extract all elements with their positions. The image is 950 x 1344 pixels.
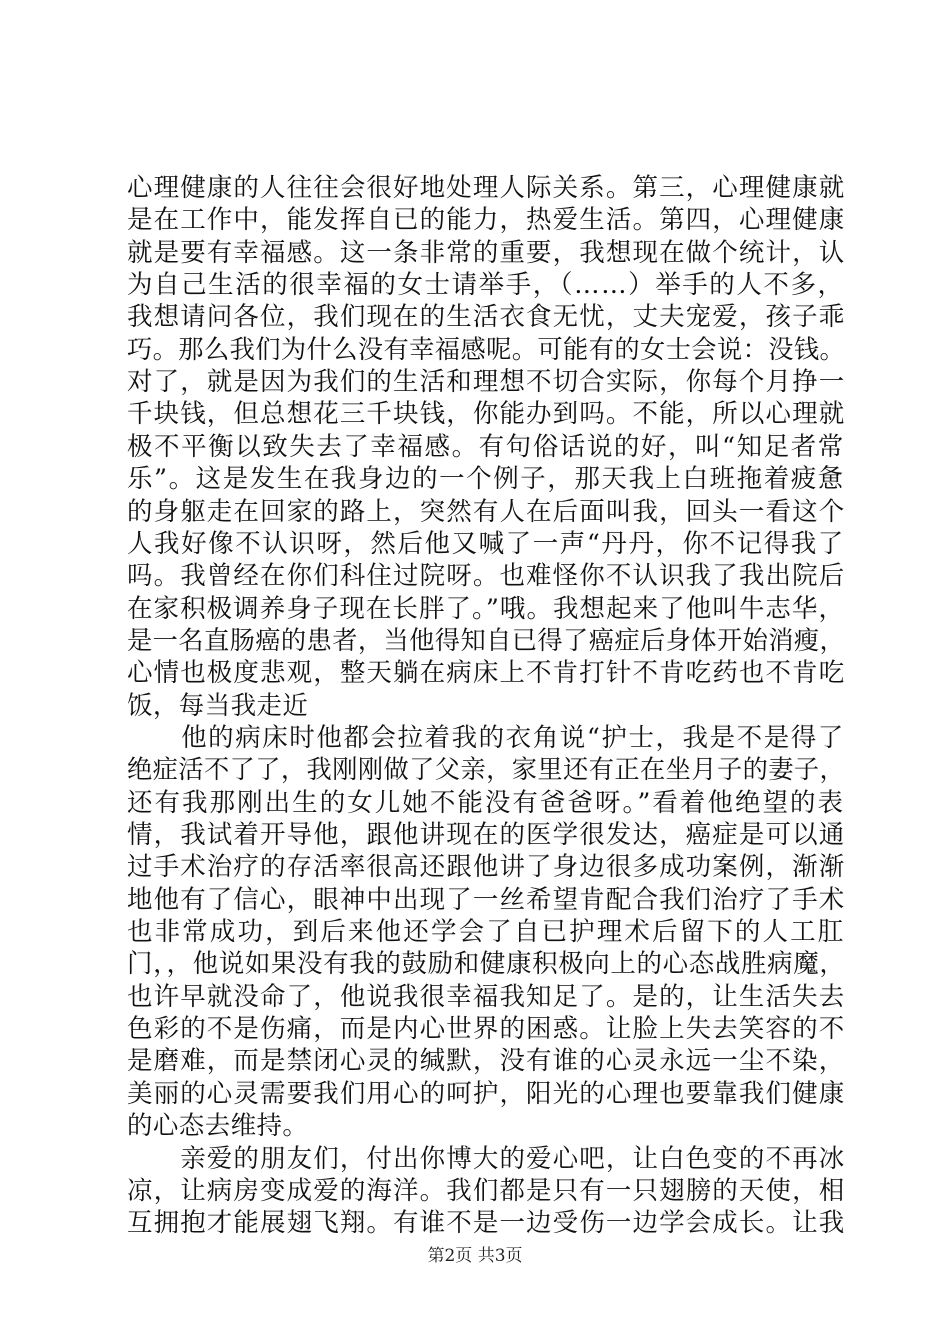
text-line: 亲爱的朋友们，付出你博大的爱心吧，让白色变的不再冰 [127, 1143, 846, 1174]
text-line: 极不平衡以致失去了幸福感。有句俗话说的好，叫“知足者常 [127, 431, 845, 462]
page-footer: 第2页 共3页 [427, 1246, 523, 1266]
text-line: 是在工作中，能发挥自已的能力，热爱生活。第四，心理健康 [127, 205, 846, 236]
text-line: 对了，就是因为我们的生活和理想不切合实际，你每个月挣一 [127, 367, 846, 398]
text-line: 色彩的不是伤痛，而是内心世界的困惑。让脸上失去笑容的不 [127, 1014, 846, 1045]
text-line: 千块钱，但总想花三千块钱，你能办到吗。不能，所以心理就 [127, 399, 846, 430]
text-line: 情，我试着开导他，跟他讲现在的医学很发达，癌症是可以通 [127, 820, 846, 850]
text-line: 心情也极度悲观，整天躺在病床上不肯打针不肯吃药也不肯吃 [127, 658, 846, 689]
text-line: 的身躯走在回家的路上，突然有人在后面叫我，回头一看这个 [127, 496, 846, 527]
text-line: 乐”。这是发生在我身边的一个例子，那天我上白班拖着疲惫 [127, 464, 845, 495]
text-line: 美丽的心灵需要我们用心的呵护，阳光的心理也要靠我们健康 [127, 1078, 846, 1109]
text-line: 我想请问各位，我们现在的生活衣食无忧，丈夫宠爱，孩子乖 [127, 302, 846, 333]
text-line: 人我好像不认识呀，然后他又喊了一声“丹丹，你不记得我了 [127, 528, 845, 559]
text-line: 是一名直肠癌的患者，当他得知自已得了癌症后身体开始消瘦， [127, 625, 846, 656]
text-line: 也许早就没命了，他说我很幸福我知足了。是的，让生活失去 [127, 981, 846, 1012]
text-line: 就是要有幸福感。这一条非常的重要，我想现在做个统计，认 [127, 237, 846, 268]
text-line: 的心态去维持。 [127, 1111, 309, 1142]
text-line: 在家积极调养身子现在长胖了。”哦。我想起来了他叫牛志华， [127, 593, 845, 624]
text-line: 还有我那刚出生的女儿她不能没有爸爸呀。”看着他绝望的表 [127, 787, 846, 818]
text-line: 绝症活不了了，我刚刚做了父亲，家里还有正在坐月子的妻子， [127, 755, 846, 786]
text-line: 吗。我曾经在你们科住过院呀。也难怪你不认识我了我出院后 [127, 561, 846, 592]
text-line: 饭，每当我走近 [127, 690, 309, 721]
text-line: 为自己生活的很幸福的女士请举手，（……）举手的人不多， [127, 270, 845, 301]
text-line: 互拥抱才能展翅飞翔。有谁不是一边受伤一边学会成长。让我 [127, 1208, 846, 1239]
text-line: 凉，让病房变成爱的海洋。我们都是只有一只翅膀的天使，相 [127, 1175, 846, 1206]
text-line: 门，，他说如果没有我的鼓励和健康积极向上的心态战胜病魔， [127, 949, 846, 980]
text-line: 是磨难，而是禁闭心灵的缄默，没有谁的心灵永远一尘不染， [127, 1046, 846, 1077]
text-line: 也非常成功，到后来他还学会了自已护理术后留下的人工肛 [127, 917, 846, 948]
text-line: 巧。那么我们为什么没有幸福感呢。可能有的女士会说：没钱。 [127, 334, 846, 365]
text-line: 过手术治疗的存活率很高还跟他讲了身边很多成功案例，渐渐 [127, 852, 846, 883]
text-line: 他的病床时他都会拉着我的衣角说“护士，我是不是得了 [127, 722, 845, 753]
text-line: 心理健康的人往往会很好地处理人际关系。第三，心理健康就 [127, 173, 846, 203]
text-line: 地他有了信心，眼神中出现了一丝希望肯配合我们治疗了手术 [127, 884, 846, 915]
